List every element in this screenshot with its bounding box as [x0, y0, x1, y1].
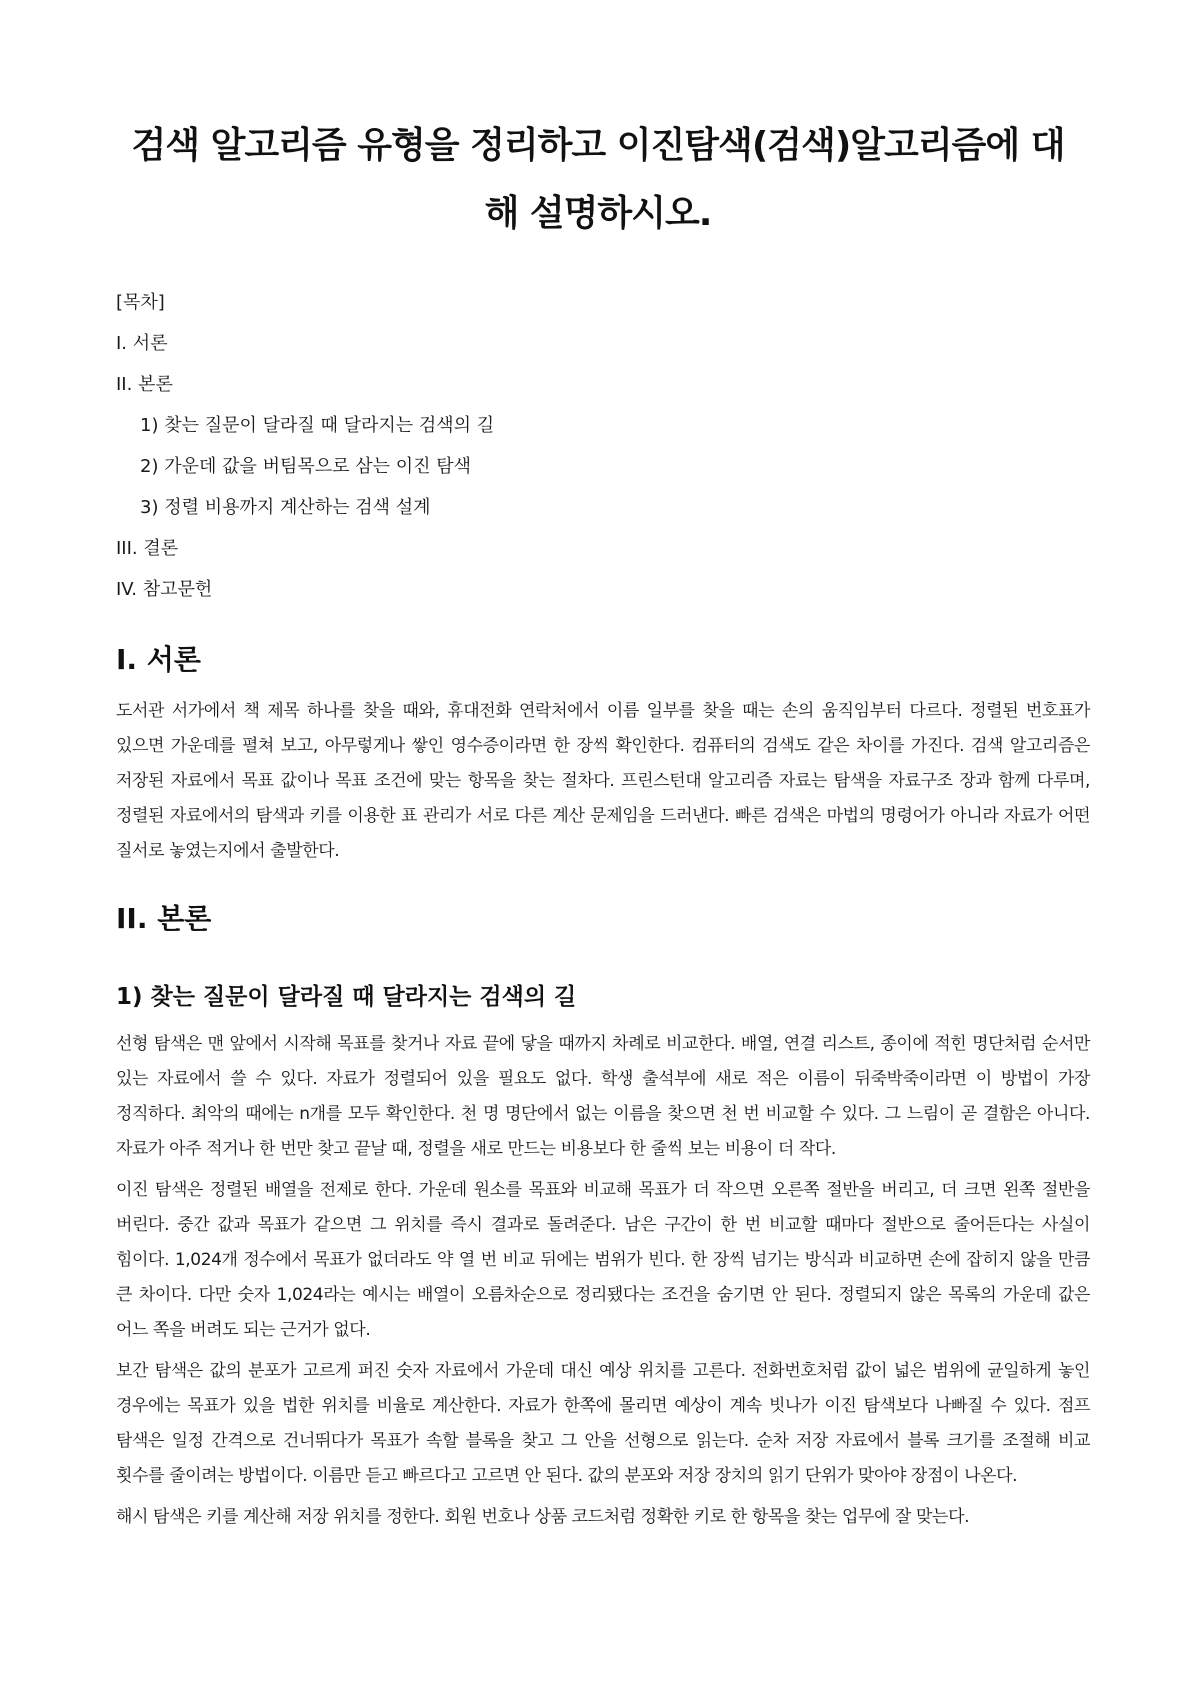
toc-item-body-1: 1) 찾는 질문이 달라질 때 달라지는 검색의 길 — [140, 415, 495, 436]
toc-item-body-2: 2) 가운데 값을 버팀목으로 삼는 이진 탐색 — [140, 456, 472, 477]
body-subsection-1-heading: 1) 찾는 질문이 달라질 때 달라지는 검색의 길 — [116, 984, 577, 1010]
table-of-contents — [116, 282, 1090, 610]
intro-paragraph: 도서관 서가에서 책 제목 하나를 찾을 때와, 휴대전화 연락처에서 이름 일부를 찾을 때는 손의 움직임부터 다르다. 정렬된 번호표가 있으면 가운데를 펼쳐 보고, 아무렇게나 쌓인 영수증이라면 한 장씩 확인한다. 컴퓨터의 검색도 같은 차이를 가진다. 검색 알고리즘은 저장된 자료에서 목표 값이나 목표 조건에 맞는 항목을 찾는 절차다. 프린스턴대 알고리즘 자료는 탐색을 자료구조 장과 함께 다루며, 정렬된 자료에서의 탐색과 키를 이용한 표 관리가 서로 다른 계산 문제임을 드러낸다. 빠른 검색은 마법의 명령어가 아니라 자료가 어떤 질서로 놓였는지에서 출발한다. — [116, 701, 1090, 861]
body-section — [116, 899, 1090, 1535]
toc-item-body: II. 본론 — [116, 374, 173, 395]
intro-section — [116, 640, 1090, 869]
toc-heading: [목차] — [116, 292, 165, 313]
body-paragraph: 해시 탐색은 키를 계산해 저장 위치를 정한다. 회원 번호나 상품 코드처럼 정확한 키로 한 항목을 찾는 업무에 잘 맞는다. — [116, 1507, 970, 1527]
toc-item-references: IV. 참고문헌 — [116, 579, 213, 600]
body-paragraph: 선형 탐색은 맨 앞에서 시작해 목표를 찾거나 자료 끝에 닿을 때까지 차례로 비교한다. 배열, 연결 리스트, 종이에 적힌 명단처럼 순서만 있는 자료에서 쓸 수 있다. 자료가 정렬되어 있을 필요도 없다. 학생 출석부에 새로 적은 이름이 뒤죽박죽이라면 이 방법이 가장 정직하다. 최악의 때에는 n개를 모두 확인한다. 천 명 명단에서 없는 이름을 찾으면 천 번 비교할 수 있다. 그 느림이 곧 결함은 아니다. 자료가 아주 적거나 한 번만 찾고 끝날 때, 정렬을 새로 만드는 비용보다 한 줄씩 보는 비용이 더 작다. — [116, 1034, 1090, 1159]
document-title: 검색 알고리즘 유형을 정리하고 이진탐색(검색)알고리즘에 대해 설명하시오. — [131, 125, 1065, 234]
body-paragraph: 보간 탐색은 값의 분포가 고르게 퍼진 숫자 자료에서 가운데 대신 예상 위치를 고른다. 전화번호처럼 값이 넓은 범위에 균일하게 놓인 경우에는 목표가 있을 법한 위치를 비율로 계산한다. 자료가 한쪽에 몰리면 예상이 계속 빗나가 이진 탐색보다 나빠질 수 있다. 점프 탐색은 일정 간격으로 건너뛰다가 목표가 속할 블록을 찾고 그 안을 선형으로 읽는다. 순차 저장 자료에서 블록 크기를 조절해 비교 횟수를 줄이려는 방법이다. 이름만 듣고 빠르다고 고르면 안 된다. 값의 분포와 저장 장치의 읽기 단위가 맞아야 장점이 나온다. — [116, 1361, 1090, 1486]
toc-item-intro: I. 서론 — [116, 333, 168, 354]
intro-heading: I. 서론 — [116, 643, 201, 676]
toc-item-body-3: 3) 정렬 비용까지 계산하는 검색 설계 — [140, 497, 431, 518]
toc-item-conclusion: III. 결론 — [116, 538, 179, 559]
body-heading: II. 본론 — [116, 902, 212, 935]
body-paragraph: 이진 탐색은 정렬된 배열을 전제로 한다. 가운데 원소를 목표와 비교해 목표가 더 작으면 오른쪽 절반을 버리고, 더 크면 왼쪽 절반을 버린다. 중간 값과 목표가 같으면 그 위치를 즉시 결과로 돌려준다. 남은 구간이 한 번 비교할 때마다 절반으로 줄어든다는 사실이 힘이다. 1,024개 정수에서 목표가 없더라도 약 열 번 비교 뒤에는 범위가 빈다. 한 장씩 넘기는 방식과 비교하면 손에 잡히지 않을 만큼 큰 차이다. 다만 숫자 1,024라는 예시는 배열이 오름차순으로 정리됐다는 조건을 숨기면 안 된다. 정렬되지 않은 목록의 가운데 값은 어느 쪽을 버려도 되는 근거가 없다. — [116, 1180, 1090, 1340]
